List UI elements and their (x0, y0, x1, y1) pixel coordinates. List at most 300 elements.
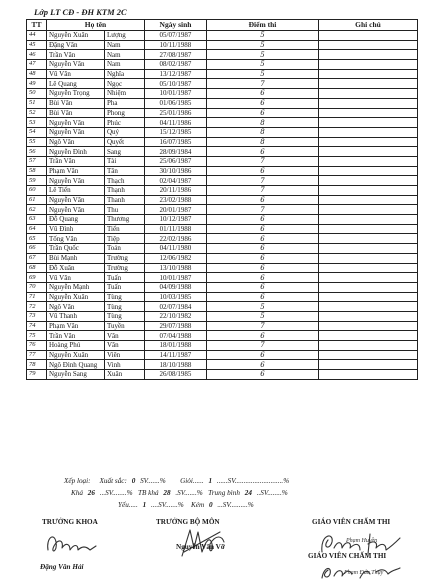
label-giao-vien-cham-thi-1: GIÁO VIÊN CHẤM THI (312, 518, 391, 526)
row-score: 5 (207, 60, 319, 70)
row-score: 7 (207, 176, 319, 186)
row-number: 57 (27, 156, 47, 166)
table-row (27, 118, 418, 128)
row-number: 48 (27, 69, 47, 79)
row-dob: 28/09/1984 (145, 147, 207, 157)
row-note (319, 341, 418, 351)
row-number: 73 (27, 311, 47, 321)
row-family-name: Trần Quốc (47, 244, 105, 254)
row-note (319, 244, 418, 254)
row-family-name: Trần Văn (47, 331, 105, 341)
row-family-name: Nguyễn Xuân (47, 292, 105, 302)
row-family-name: Nguyễn Xuân (47, 350, 105, 360)
row-number: 77 (27, 350, 47, 360)
row-score: 6 (207, 360, 319, 370)
row-given-name: Nghĩa (105, 69, 145, 79)
label-yeu: Yếu (118, 501, 129, 509)
row-dob: 13/12/1987 (145, 69, 207, 79)
row-score: 6 (207, 98, 319, 108)
table-row (27, 224, 418, 234)
unit-sv-7: SV (222, 501, 230, 509)
row-number: 51 (27, 98, 47, 108)
row-dob: 29/07/1988 (145, 321, 207, 331)
row-score: 6 (207, 215, 319, 225)
label-kem: Kém (190, 501, 205, 509)
table-header-row (27, 20, 418, 31)
row-number: 70 (27, 282, 47, 292)
row-score: 7 (207, 321, 319, 331)
row-number: 75 (27, 331, 47, 341)
row-score: 6 (207, 350, 319, 360)
row-note (319, 127, 418, 137)
table-body (27, 31, 418, 380)
row-note (319, 69, 418, 79)
row-given-name: Nam (105, 60, 145, 70)
row-number: 56 (27, 147, 47, 157)
signature-text-giao-vien-2: Phạm Đức Thụy (344, 570, 384, 576)
row-given-name: Xuân (105, 370, 145, 380)
row-score: 6 (207, 253, 319, 263)
row-number: 66 (27, 244, 47, 254)
row-dob: 10/11/1988 (145, 40, 207, 50)
row-score: 6 (207, 224, 319, 234)
row-dob: 18/10/1988 (145, 360, 207, 370)
row-note (319, 234, 418, 244)
table-row (27, 341, 418, 351)
table-row (27, 360, 418, 370)
row-note (319, 370, 418, 380)
class-title: Lớp LT CĐ - ĐH KTM 2C (34, 7, 127, 17)
row-score: 6 (207, 108, 319, 118)
row-family-name: Trần Văn (47, 156, 105, 166)
table-row (27, 127, 418, 137)
row-given-name: Viên (105, 350, 145, 360)
row-note (319, 60, 418, 70)
row-family-name: Phạm Văn (47, 321, 105, 331)
table-row (27, 292, 418, 302)
summary-line-1: Xếp loại: Xuất sắc: 0 SV.......% Giỏi...... 1 ......SV...........................% (64, 477, 290, 485)
col-header-dob: Ngày sinh (145, 20, 207, 31)
row-score: 6 (207, 147, 319, 157)
label-trung-binh: Trung bình (208, 489, 240, 497)
signature-text-giao-vien-1: Phạm Huyền (346, 538, 378, 544)
row-given-name: Tài (105, 156, 145, 166)
row-given-name: Phong (105, 108, 145, 118)
table-row (27, 205, 418, 215)
col-header-score: Điểm thi (207, 20, 319, 31)
row-note (319, 321, 418, 331)
table-row (27, 147, 418, 157)
row-number: 72 (27, 302, 47, 312)
table-row (27, 195, 418, 205)
row-note (319, 273, 418, 283)
summary-line-3: Yếu..... 1 ....SV.......% Kém 0 ...SV..........% (118, 501, 254, 509)
table-row (27, 79, 418, 89)
row-dob: 01/11/1988 (145, 224, 207, 234)
table-row (27, 331, 418, 341)
value-gioi: 1 (208, 477, 213, 485)
row-number: 69 (27, 273, 47, 283)
row-number: 68 (27, 263, 47, 273)
row-note (319, 137, 418, 147)
row-given-name: Tùng (105, 302, 145, 312)
label-truong-khoa: TRƯỞNG KHOA (42, 518, 98, 526)
row-family-name: Nguyễn Văn (47, 205, 105, 215)
row-note (319, 186, 418, 196)
table-row (27, 60, 418, 70)
row-given-name: Tiến (105, 224, 145, 234)
unit-sv-5: SV (260, 489, 268, 497)
table-row (27, 302, 418, 312)
row-score: 6 (207, 282, 319, 292)
row-score: 5 (207, 311, 319, 321)
row-family-name: Lê Quang (47, 79, 105, 89)
row-score: 5 (207, 31, 319, 41)
row-note (319, 360, 418, 370)
row-number: 59 (27, 176, 47, 186)
row-note (319, 292, 418, 302)
row-number: 76 (27, 341, 47, 351)
row-dob: 02/07/1984 (145, 302, 207, 312)
row-dob: 22/10/1982 (145, 311, 207, 321)
row-note (319, 350, 418, 360)
row-number: 74 (27, 321, 47, 331)
row-dob: 04/11/1986 (145, 118, 207, 128)
table-row (27, 311, 418, 321)
row-family-name: Vũ Thanh (47, 311, 105, 321)
row-dob: 20/11/1986 (145, 186, 207, 196)
row-note (319, 108, 418, 118)
unit-sv-1: SV (140, 477, 148, 485)
unit-sv-6: SV (158, 501, 166, 509)
row-note (319, 195, 418, 205)
row-dob: 05/10/1987 (145, 79, 207, 89)
row-given-name: Phúc (105, 118, 145, 128)
row-family-name: Nguyễn Đình (47, 147, 105, 157)
row-dob: 13/10/1988 (145, 263, 207, 273)
unit-pct-4: % (196, 489, 203, 497)
row-score: 5 (207, 69, 319, 79)
table-row (27, 137, 418, 147)
row-family-name: Nguyễn Xuân (47, 31, 105, 41)
row-given-name: Thanh (105, 195, 145, 205)
row-note (319, 79, 418, 89)
row-note (319, 282, 418, 292)
row-note (319, 98, 418, 108)
col-header-tt: TT (27, 20, 47, 31)
row-dob: 08/02/1987 (145, 60, 207, 70)
table-row (27, 89, 418, 99)
row-family-name: Nguyễn Văn (47, 176, 105, 186)
row-dob: 23/02/1988 (145, 195, 207, 205)
unit-pct-6: % (177, 501, 184, 509)
row-note (319, 302, 418, 312)
row-note (319, 205, 418, 215)
row-dob: 30/10/1986 (145, 166, 207, 176)
unit-sv-2: SV (227, 477, 235, 485)
row-family-name: Vũ Văn (47, 273, 105, 283)
row-score: 6 (207, 370, 319, 380)
row-number: 44 (27, 31, 47, 41)
table-row (27, 40, 418, 50)
row-given-name: Văn (105, 341, 145, 351)
row-score: 6 (207, 89, 319, 99)
row-given-name: Trường (105, 253, 145, 263)
row-given-name: Thạch (105, 176, 145, 186)
row-dob: 04/09/1988 (145, 282, 207, 292)
row-given-name: Trường (105, 263, 145, 273)
row-number: 60 (27, 186, 47, 196)
name-truong-khoa: Đặng Văn Hải (40, 563, 84, 571)
row-given-name: Toản (105, 244, 145, 254)
row-given-name: Lượng (105, 31, 145, 41)
value-xuat-sac: 0 (131, 477, 136, 485)
unit-pct-5: % (281, 489, 288, 497)
row-given-name: Tân (105, 166, 145, 176)
row-note (319, 224, 418, 234)
value-kha: 26 (87, 489, 95, 497)
grades-table (26, 19, 418, 380)
row-family-name: Tống Văn (47, 234, 105, 244)
row-number: 46 (27, 50, 47, 60)
row-number: 58 (27, 166, 47, 176)
label-kha: Khá (71, 489, 83, 497)
row-dob: 02/04/1987 (145, 176, 207, 186)
row-dob: 04/11/1980 (145, 244, 207, 254)
row-dob: 27/08/1987 (145, 50, 207, 60)
row-number: 54 (27, 127, 47, 137)
row-note (319, 311, 418, 321)
row-dob: 26/08/1985 (145, 370, 207, 380)
row-given-name: Pha (105, 98, 145, 108)
row-given-name: Tuấn (105, 273, 145, 283)
row-number: 52 (27, 108, 47, 118)
row-note (319, 50, 418, 60)
table-row (27, 253, 418, 263)
table-row (27, 186, 418, 196)
row-score: 7 (207, 156, 319, 166)
value-kem: 0 (208, 501, 213, 509)
row-number: 47 (27, 60, 47, 70)
name-truong-bo-mon: Nguyễn Văn Vỡ (176, 543, 225, 551)
row-note (319, 176, 418, 186)
row-dob: 05/07/1987 (145, 31, 207, 41)
row-score: 7 (207, 341, 319, 351)
row-score: 6 (207, 244, 319, 254)
row-given-name: Thạnh (105, 186, 145, 196)
row-score: 5 (207, 40, 319, 50)
table-row (27, 50, 418, 60)
row-dob: 22/02/1986 (145, 234, 207, 244)
row-dob: 25/06/1987 (145, 156, 207, 166)
row-given-name: Sang (105, 147, 145, 157)
row-family-name: Đỗ Quang (47, 215, 105, 225)
row-dob: 16/07/1985 (145, 137, 207, 147)
row-dob: 10/01/1987 (145, 89, 207, 99)
row-family-name: Nguyễn Văn (47, 195, 105, 205)
unit-sv-3: SV (105, 489, 113, 497)
label-xuat-sac: Xuất sắc: (99, 477, 127, 485)
row-given-name: Thu (105, 205, 145, 215)
row-number: 49 (27, 79, 47, 89)
row-family-name: Nguyễn Văn (47, 118, 105, 128)
table-row (27, 263, 418, 273)
table-row (27, 234, 418, 244)
row-note (319, 31, 418, 41)
row-note (319, 215, 418, 225)
row-dob: 20/01/1987 (145, 205, 207, 215)
table-row (27, 176, 418, 186)
row-family-name: Bùi Mạnh (47, 253, 105, 263)
row-score: 8 (207, 118, 319, 128)
label-tb-kha: TB khá (137, 489, 159, 497)
row-family-name: Hoàng Phú (47, 341, 105, 351)
row-family-name: Vũ Văn (47, 69, 105, 79)
signature-truong-khoa (40, 528, 100, 560)
row-score: 6 (207, 331, 319, 341)
row-score: 8 (207, 137, 319, 147)
row-given-name: Quyết (105, 137, 145, 147)
row-family-name: Đỗ Xuân (47, 263, 105, 273)
row-number: 63 (27, 215, 47, 225)
row-number: 65 (27, 234, 47, 244)
row-dob: 10/01/1987 (145, 273, 207, 283)
table-row (27, 273, 418, 283)
summary-line-2: Khá 26 ...SV........% TB khá 28 .SV.......% Trung bình 24 ..SV........% (71, 489, 288, 497)
table-row (27, 215, 418, 225)
table-row (27, 98, 418, 108)
value-trung-binh: 24 (244, 489, 252, 497)
row-family-name: Lê Tiến (47, 186, 105, 196)
col-header-name: Họ tên (47, 20, 145, 31)
row-note (319, 263, 418, 273)
table-row (27, 156, 418, 166)
table-row (27, 108, 418, 118)
unit-pct-7: % (247, 501, 254, 509)
row-given-name: Nhiệm (105, 89, 145, 99)
row-score: 7 (207, 79, 319, 89)
col-header-note: Ghi chú (319, 20, 418, 31)
row-note (319, 89, 418, 99)
row-number: 55 (27, 137, 47, 147)
row-score: 7 (207, 205, 319, 215)
row-number: 71 (27, 292, 47, 302)
row-number: 61 (27, 195, 47, 205)
table-row (27, 69, 418, 79)
value-tb-kha: 28 (163, 489, 171, 497)
row-family-name: Bùi Văn (47, 108, 105, 118)
row-number: 78 (27, 360, 47, 370)
row-dob: 15/12/1985 (145, 127, 207, 137)
row-given-name: Tiệp (105, 234, 145, 244)
table-row (27, 321, 418, 331)
row-given-name: Vinh (105, 360, 145, 370)
label-gioi: Giỏi (180, 477, 193, 485)
row-family-name: Nguyễn Mạnh (47, 282, 105, 292)
row-score: 6 (207, 292, 319, 302)
row-dob: 25/01/1986 (145, 108, 207, 118)
row-given-name: Tùng (105, 311, 145, 321)
row-number: 67 (27, 253, 47, 263)
row-note (319, 253, 418, 263)
row-family-name: Nguyễn Văn (47, 127, 105, 137)
unit-pct-2: % (283, 477, 290, 485)
row-dob: 07/04/1988 (145, 331, 207, 341)
row-family-name: Bùi Văn (47, 98, 105, 108)
row-family-name: Ngô Đình Quang (47, 360, 105, 370)
row-dob: 14/11/1987 (145, 350, 207, 360)
row-score: 7 (207, 186, 319, 196)
row-score: 5 (207, 302, 319, 312)
row-number: 64 (27, 224, 47, 234)
table-row (27, 244, 418, 254)
row-given-name: Thương (105, 215, 145, 225)
row-score: 6 (207, 234, 319, 244)
row-score: 6 (207, 273, 319, 283)
table-row (27, 31, 418, 41)
unit-pct-1: % (159, 477, 166, 485)
row-score: 6 (207, 195, 319, 205)
row-note (319, 40, 418, 50)
row-score: 6 (207, 263, 319, 273)
label-truong-bo-mon: TRƯỞNG BỘ MÔN (156, 518, 220, 526)
label-xep-loai: Xếp loại: (64, 477, 91, 485)
unit-pct-3: % (126, 489, 133, 497)
row-score: 6 (207, 166, 319, 176)
row-family-name: Ngô Văn (47, 137, 105, 147)
row-dob: 01/06/1985 (145, 98, 207, 108)
row-dob: 10/12/1987 (145, 215, 207, 225)
row-family-name: Ngô Văn (47, 302, 105, 312)
row-given-name: Ngọc (105, 79, 145, 89)
row-note (319, 166, 418, 176)
row-family-name: Đặng Văn (47, 40, 105, 50)
table-row (27, 282, 418, 292)
table-row (27, 370, 418, 380)
table-row (27, 350, 418, 360)
row-note (319, 118, 418, 128)
row-dob: 18/01/1988 (145, 341, 207, 351)
row-note (319, 331, 418, 341)
row-given-name: Tuyền (105, 321, 145, 331)
row-given-name: Quý (105, 127, 145, 137)
row-dob: 12/06/1982 (145, 253, 207, 263)
row-given-name: Nam (105, 40, 145, 50)
row-number: 53 (27, 118, 47, 128)
unit-sv-4: SV (177, 489, 185, 497)
label-giao-vien-cham-thi-2: GIÁO VIÊN CHẤM THI (308, 552, 387, 560)
row-dob: 10/03/1985 (145, 292, 207, 302)
row-score: 5 (207, 50, 319, 60)
row-number: 62 (27, 205, 47, 215)
row-number: 79 (27, 370, 47, 380)
row-family-name: Nguyễn Trọng (47, 89, 105, 99)
row-number: 45 (27, 40, 47, 50)
row-given-name: Văn (105, 331, 145, 341)
row-family-name: Trần Văn (47, 50, 105, 60)
row-given-name: Nam (105, 50, 145, 60)
row-note (319, 156, 418, 166)
row-number: 50 (27, 89, 47, 99)
row-family-name: Nguyễn Văn (47, 60, 105, 70)
row-family-name: Nguyễn Sang (47, 370, 105, 380)
row-given-name: Tùng (105, 292, 145, 302)
row-given-name: Tuấn (105, 282, 145, 292)
row-note (319, 147, 418, 157)
table-row (27, 166, 418, 176)
value-yeu: 1 (142, 501, 147, 509)
row-family-name: Phạm Văn (47, 166, 105, 176)
